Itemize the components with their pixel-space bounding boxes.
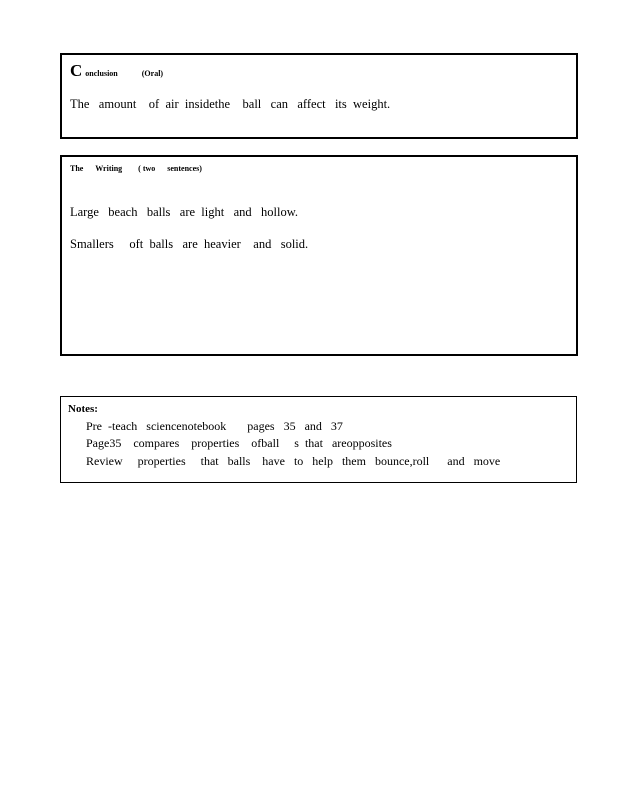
note-item-text: Review properties that balls have to help them bounce,roll and move [86,454,501,468]
notes-box [60,396,577,483]
writing-heading [70,163,202,173]
writing-sentence-2: Smallers oft balls are heavier and solid. [70,237,309,251]
conclusion-text: The amount of air insidethe ball can affect its weight. [70,97,391,111]
note-item-text: Pre -teach sciencenotebook pages 35 and 37 [86,419,343,433]
writing-heading-label: The Writing [70,164,123,173]
conclusion-box [60,53,578,139]
notes-heading: Notes: [68,403,98,415]
conclusion-qualifier: (Oral) [141,69,164,78]
note-item [68,454,500,469]
writing-sentence-1: Large beach balls are light and hollow. [70,205,299,219]
conclusion-initial: C [70,61,83,80]
writing-box [60,155,578,356]
conclusion-heading-rest: onclusion [85,69,118,78]
note-item [68,436,392,451]
writing-qualifier: ( two sentences) [138,164,202,173]
note-item [68,419,343,434]
conclusion-heading [70,61,163,81]
note-item-text: Page35 compares properties ofball s that areopposites [86,436,392,450]
